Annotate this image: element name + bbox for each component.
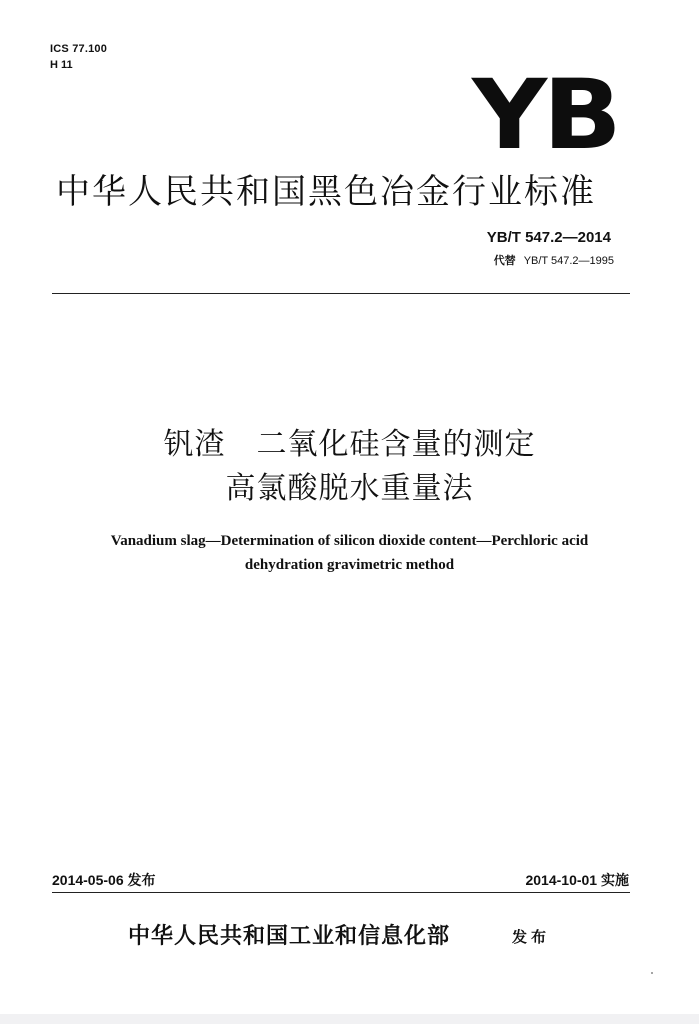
ccs-code: H 11	[50, 59, 73, 71]
title-en-line-2: dehydration gravimetric method	[244, 557, 455, 573]
header-divider	[52, 293, 630, 294]
page-bottom-edge	[0, 1014, 699, 1024]
issuing-authority: 中华人民共和国工业和信息化部	[128, 923, 451, 949]
title-cn-line-1: 钒渣 二氧化硅含量的测定	[163, 427, 536, 462]
replaced-standard	[494, 253, 614, 269]
implementation-date: 2014-10-01 实施	[525, 872, 629, 888]
footer-divider	[52, 892, 630, 893]
yb-logo: YB	[472, 59, 618, 171]
ics-code: ICS 77.100	[50, 43, 108, 55]
replaces-label: 代替	[493, 255, 516, 267]
title-en-line-1: Vanadium slag—Determination of silicon dioxide content—Perchloric acid	[110, 533, 589, 549]
industry-standard-title: 中华人民共和国黑色冶金行业标准	[56, 172, 596, 212]
scan-speck	[651, 972, 653, 974]
title-cn-line-2: 高氯酸脱水重量法	[225, 471, 474, 506]
replaced-standard-number: YB/T 547.2—1995	[523, 255, 614, 267]
issue-date: 2014-05-06 发布	[52, 872, 156, 888]
publish-label: 发布	[512, 928, 551, 946]
standard-number: YB/T 547.2—2014	[486, 229, 611, 246]
